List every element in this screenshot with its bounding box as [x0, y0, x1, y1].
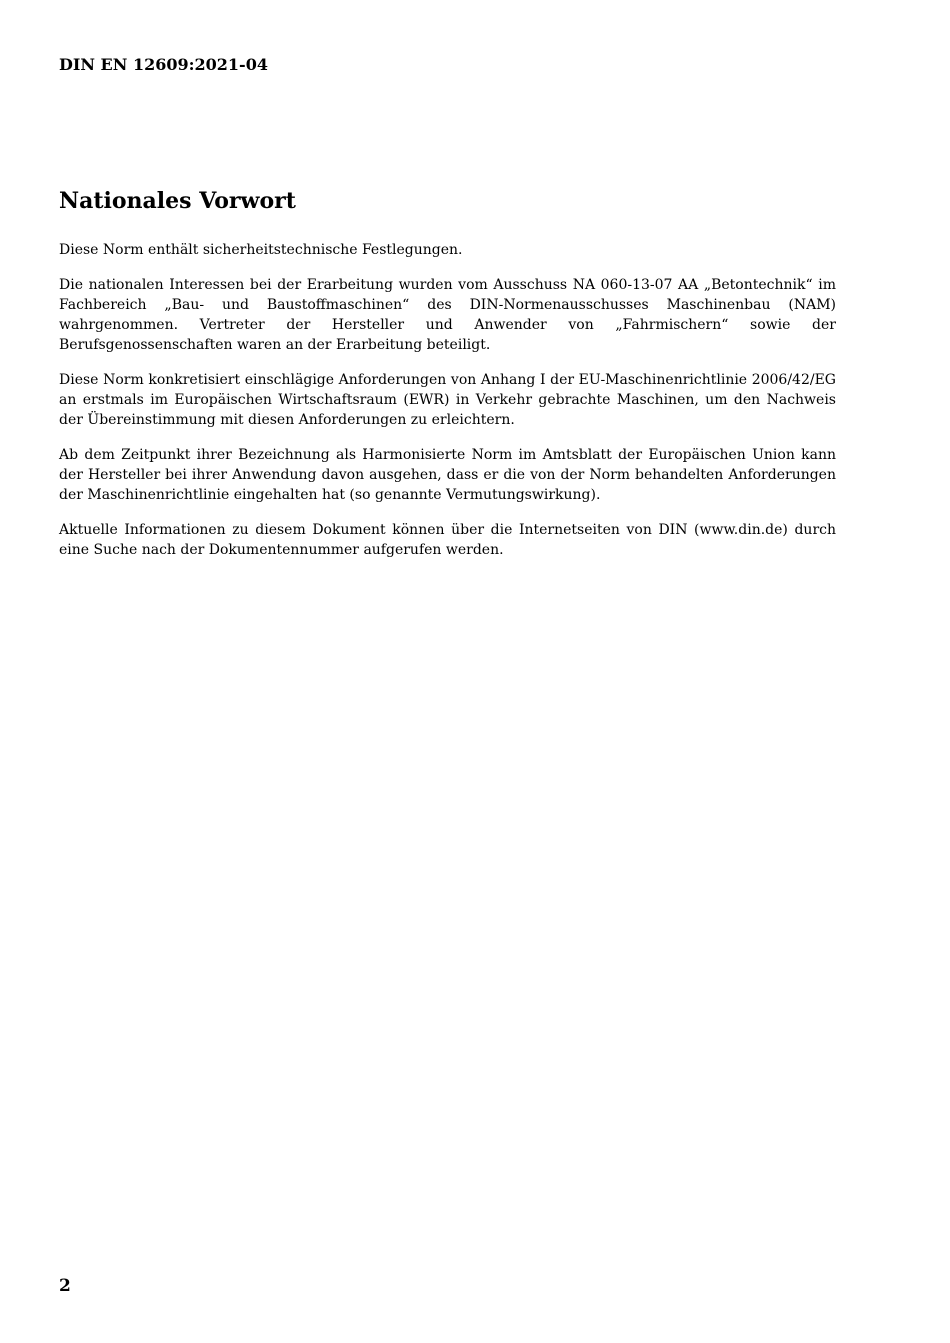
section-title: Nationales Vorwort [59, 188, 296, 214]
paragraph-presumption-of-conformity: Ab dem Zeitpunkt ihrer Bezeichnung als Harmonisierte Norm im Amtsblatt der Europäischen Union kann der Hersteller bei ihrer Anwendung davon ausgehen, dass er die von der Norm behandelten Anforderungen der Maschinenrichtlinie eingehalten hat (so genannte Vermutungswirkung). [59, 447, 836, 503]
paragraph-safety-note: Diese Norm enthält sicherheitstechnische Festlegungen. [59, 242, 463, 258]
document-id-header: DIN EN 12609:2021-04 [59, 55, 268, 74]
foreword-body [59, 240, 836, 575]
paragraph-machinery-directive: Diese Norm konkretisiert einschlägige Anforderungen von Anhang I der EU-Maschinenrichtlinie 2006/42/EG an erstmals im Europäischen Wirtschaftsraum (EWR) in Verkehr gebrachte Maschinen, um den Nachweis der Übereinstimmung mit diesen Anforderungen zu erleichtern. [59, 372, 836, 428]
paragraph-committee: Die nationalen Interessen bei der Erarbeitung wurden vom Ausschuss NA 060-13-07 AA „Betontechnik“ im Fachbereich „Bau- und Baustoffmaschinen“ des DIN-Normenausschusses Maschinenbau (NAM) wahrgenommen. Vertreter der Hersteller und Anwender von „Fahrmischern“ sowie der Berufsgenossenschaften waren an der Erarbeitung beteiligt. [59, 277, 836, 353]
page-number: 2 [59, 1276, 71, 1296]
paragraph-current-information: Aktuelle Informationen zu diesem Dokument können über die Internetseiten von DIN (www.din.de) durch eine Suche nach der Dokumentennummer aufgerufen werden. [59, 522, 836, 558]
